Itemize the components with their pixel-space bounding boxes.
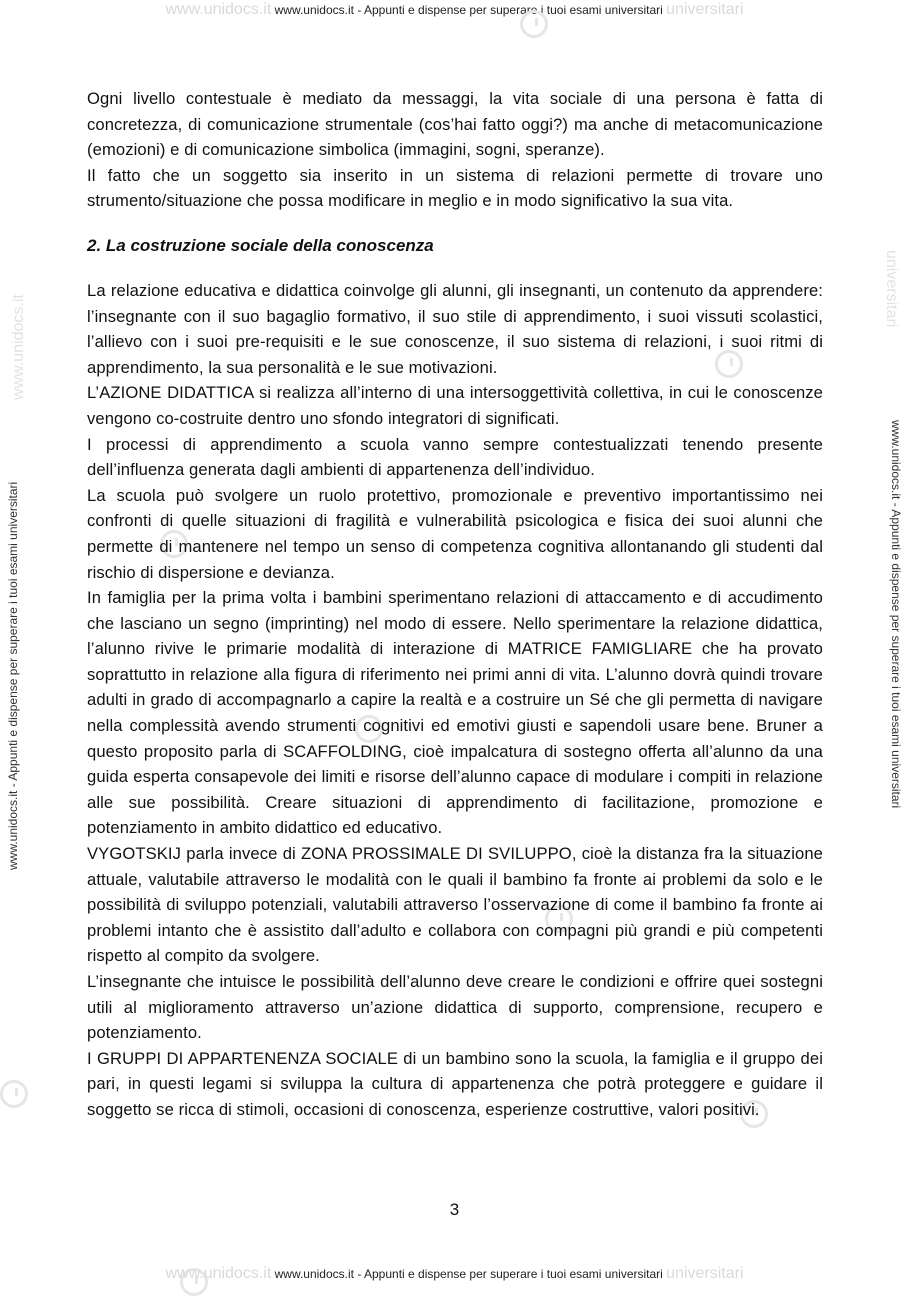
watermark-logo-icon (520, 10, 548, 38)
page-number: 3 (449, 1200, 460, 1219)
body-paragraph-3: I processi di apprendimento a scuola vanno sempre contestualizzati tenendo presente dell’influenza generata dagli ambienti di appartenenza dell’individuo. (87, 434, 823, 480)
right-watermark: www.unidocs.it - Appunti e dispense per superare i tuoi esami universitari (889, 420, 903, 809)
watermark-logo-icon (0, 1080, 28, 1108)
body-paragraph-7: L’insegnante che intuisce le possibilità dell’alunno deve creare le condizioni e offrire quei sostegni utili al miglioramento attraverso un’azione didattica di supporto, comprensione, recupero e potenziamento. (87, 972, 823, 1043)
bottom-watermark-ghost-right: universitari (666, 1265, 744, 1282)
body-paragraph-4: La scuola può svolgere un ruolo protettivo, promozionale e preventivo importantissimo nei confronti di quelle situazioni di fragilità e vulnerabilità psicologica e fisica dei suoi alunni che permette di mantenere nel tempo un senso di competenza cognitiva allontanando gli studenti dal rischio di dispersione e devianza. (87, 485, 823, 582)
body-paragraph-6: VYGOTSKIJ parla invece di ZONA PROSSIMALE DI SVILUPPO, cioè la distanza fra la situazione attuale, valutabile attraverso le modalità con le quali il bambino fa fronte ai problemi da solo e le possibilità di sviluppo potenziali, valutabili attraverso l’osservazione di come il bambino fa fronte ai problemi intanto che è assistito dall’adulto e collabora con compagni più grandi e più competenti rispetto al compito da svolgere. (87, 844, 823, 966)
right-ghost-watermark: universitari (883, 250, 900, 328)
left-watermark: www.unidocs.it - Appunti e dispense per superare i tuoi esami universitari (6, 481, 20, 870)
top-watermark-ghost-left: www.unidocs.it (165, 1, 272, 18)
bottom-watermark-ghost-left: www.unidocs.it (165, 1265, 272, 1282)
document-body (87, 86, 823, 1123)
top-watermark (0, 2, 909, 18)
top-watermark-ghost-right: universitari (666, 1, 744, 18)
body-paragraph-5: In famiglia per la prima volta i bambini sperimentano relazioni di attaccamento e di accudimento che lasciano un segno (imprinting) nel modo di essere. Nello sperimentare la relazione didattica, l’alunno rivive le primarie modalità di interazione di MATRICE FAMIGLIARE che ha provato soprattutto in relazione alla figura di riferimento nei primi anni di vita. L’alunno dovrà quindi trovare adulti in grado di accompagnarlo a capire la realtà e a costruire un Sé che gli permetta di navigare nella complessità avendo strumenti cognitivi ed emotivi giusti e sapendoli usare bene. Bruner a questo proposito parla di SCAFFOLDING, cioè impalcatura di sostegno offerta all’alunno da una guida esperta consapevole dei limiti e risorse dell’alunno capace di modulare i compiti in relazione alle sue possibilità. Creare situazioni di apprendimento di facilitazione, promozione e potenziamento in ambito didattico ed educativo. (87, 588, 823, 838)
intro-paragraph-2: Il fatto che un soggetto sia inserito in un sistema di relazioni permette di trovare uno strumento/situazione che possa modificare in meglio e in modo significativo la sua vita. (87, 165, 823, 211)
bottom-watermark (0, 1266, 909, 1282)
intro-paragraph-1: Ogni livello contestuale è mediato da messaggi, la vita sociale di una persona è fatta di concretezza, di comunicazione strumentale (cos’hai fatto oggi?) ma anche di metacomunicazione (emozioni) e di comunicazione simbolica (immagini, sogni, speranze). (87, 89, 823, 160)
body-paragraph-1: La relazione educativa e didattica coinvolge gli alunni, gli insegnanti, un contenuto da apprendere: l’insegnante con il suo bagaglio formativo, il suo stile di apprendimento, i suoi vissuti scolastici, l’allievo con i suoi pre-requisiti e le sue conoscenze, il suo sistema di relazioni, i suoi ritmi di apprendimento, la sua personalità e le sue motivazioni. (87, 280, 823, 377)
body-paragraph-2: L’AZIONE DIDATTICA si realizza all’interno di una intersoggettività collettiva, in cui le conoscenze vengono co-costruite dentro uno sfondo integratori di significati. (87, 383, 823, 428)
section-heading: 2. La costruzione sociale della conoscenza (87, 235, 434, 255)
bottom-watermark-text: www.unidocs.it - Appunti e dispense per superare i tuoi esami universitari (274, 1267, 663, 1281)
top-watermark-text: www.unidocs.it - Appunti e dispense per superare i tuoi esami universitari (274, 3, 663, 17)
body-paragraph-8: I GRUPPI DI APPARTENENZA SOCIALE di un bambino sono la scuola, la famiglia e il gruppo dei pari, in questi legami si sviluppa la cultura di appartenenza che potrà proteggere e guidare il soggetto se ricca di stimoli, occasioni di conoscenza, esperienze costruttive, valori positivi. (87, 1048, 823, 1119)
left-ghost-watermark: www.unidocs.it (10, 294, 27, 400)
